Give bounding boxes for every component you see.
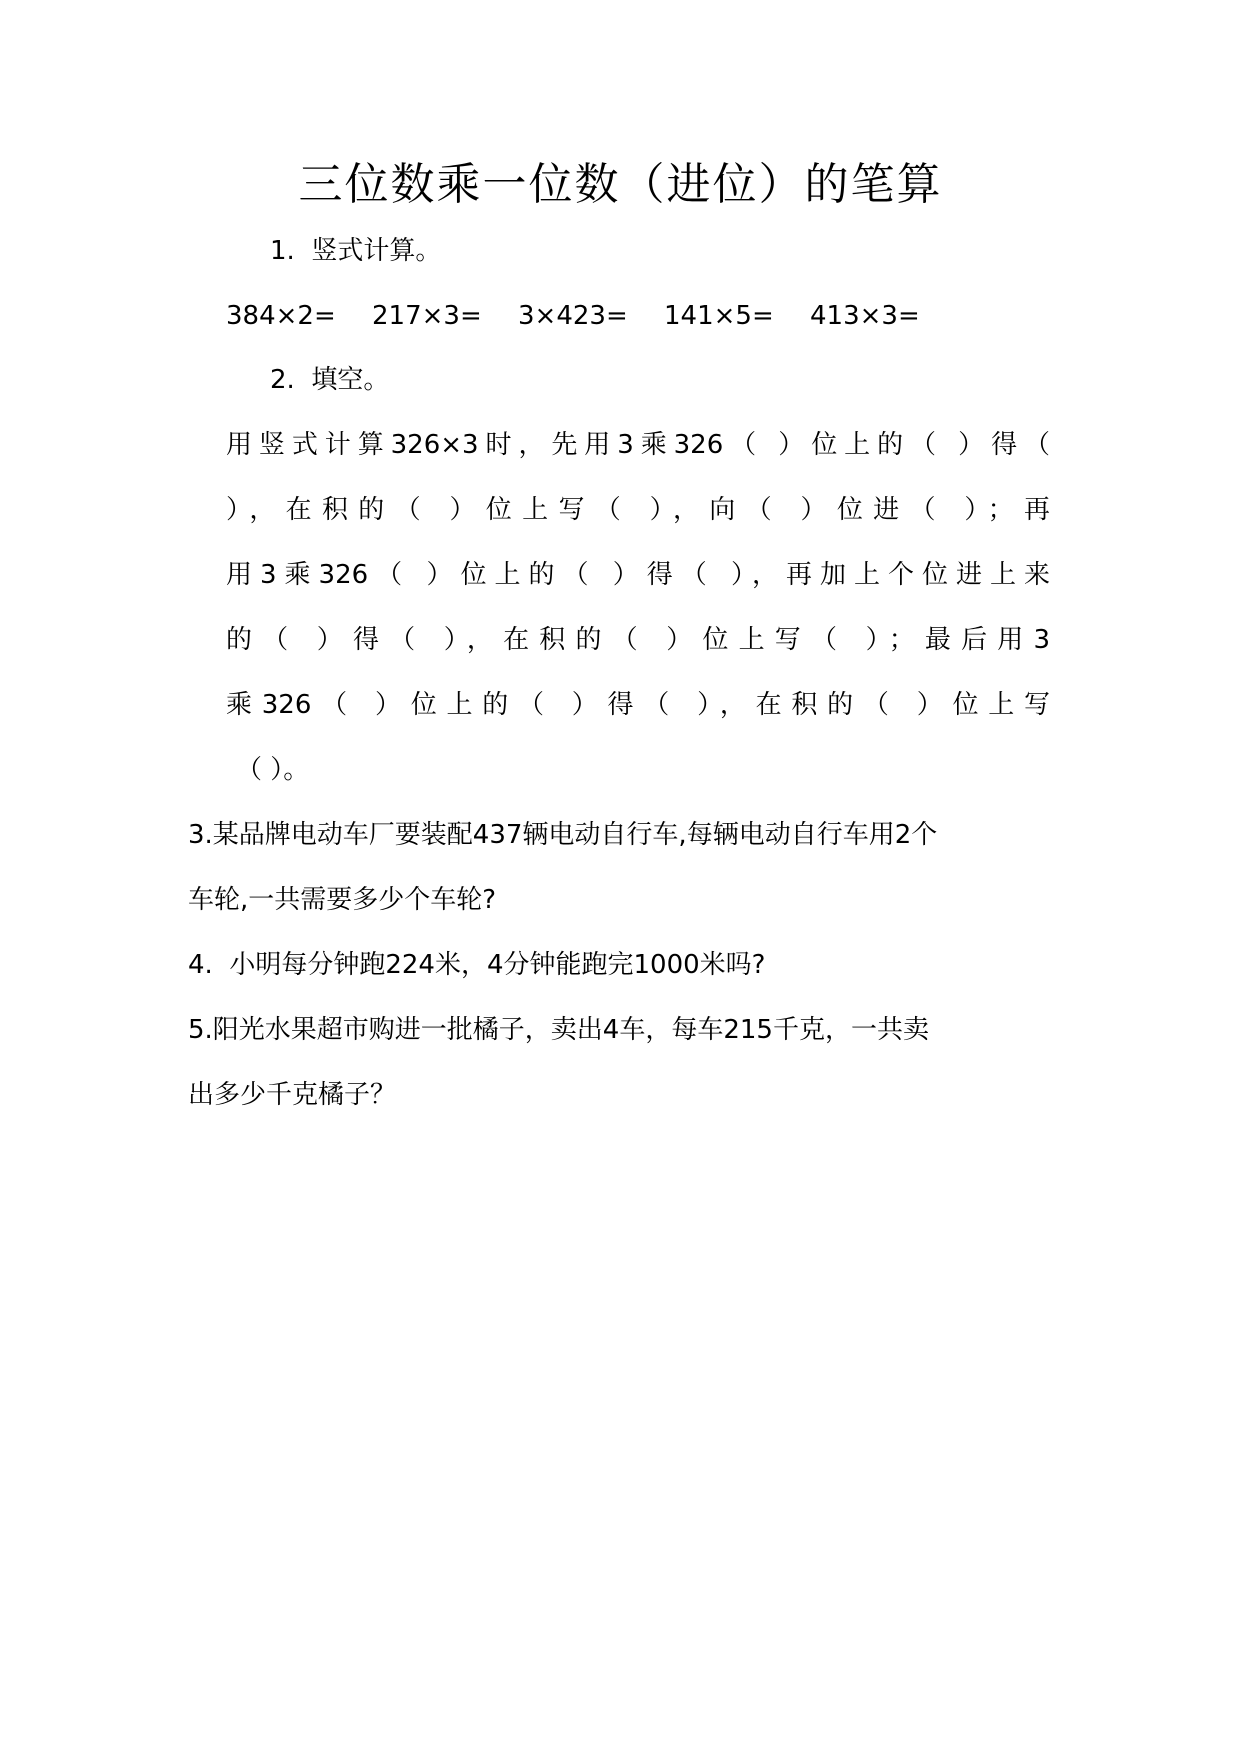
calc-problem: 141×5= <box>664 301 774 331</box>
fill-blank-line: 用3乘326（ ）位上的（ ）得（ ），再加上个位进上来 <box>226 560 1050 590</box>
fill-blank-line: ），在积的（ ）位上写（ ），向（ ）位进（ ）；再 <box>226 495 1050 525</box>
fill-blank-line: （ ）。 <box>236 755 310 785</box>
question-5-text: 5.阳光水果超市购进一批橘子，卖出4车，每车215千克，一共卖 <box>188 1015 929 1045</box>
page-title: 三位数乘一位数（进位）的笔算 <box>298 159 943 210</box>
section-1-heading: 1. 竖式计算。 <box>270 236 442 266</box>
question-3-text: 车轮,一共需要多少个车轮? <box>188 885 497 915</box>
question-5-text: 出多少千克橘子？ <box>188 1080 397 1110</box>
fill-blank-line: 用竖式计算326×3时，先用3乘326（ ）位上的（ ）得（ <box>226 430 1050 460</box>
question-3-text: 3.某品牌电动车厂要装配437辆电动自行车,每辆电动自行车用2个 <box>188 820 938 850</box>
calc-problem: 3×423= <box>518 301 628 331</box>
calc-problem: 384×2= <box>226 301 336 331</box>
calculation-problems <box>226 298 986 334</box>
calc-problem: 413×3= <box>810 301 920 331</box>
section-2-heading: 2. 填空。 <box>270 365 390 395</box>
calc-problem: 217×3= <box>372 301 482 331</box>
question-4-text: 4. 小明每分钟跑224米，4分钟能跑完1000米吗? <box>188 950 766 980</box>
fill-blank-line: 的（ ）得（ ），在积的（ ）位上写（ ）；最后用3 <box>226 625 1050 655</box>
fill-blank-line: 乘326（ ）位上的（ ）得（ ），在积的（ ）位上写 <box>226 690 1050 720</box>
